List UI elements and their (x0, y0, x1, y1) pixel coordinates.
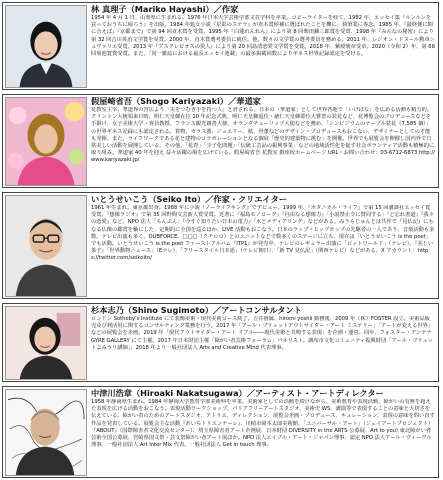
portrait-photo (5, 195, 87, 297)
person-bio: 1958 年静岡県生まれ。1984 年静岡大学教育学部美術科を卒業。美術家としての活動を続けながら、美術教育や表現活動、障がいの有無を超えた表現を広げる活動をおこなう。表現活動ワークショップ、バリアフリーアートスタジオ、美術史 WS、講演等で表現することの意味と大切さを伝えている。障がい者のためのアートスタジオ、アトリエ、ディレクション、展覧会企画・プロデュース、キュレーション、表現の意味を問い直す作品を発表している。展覧会主な活動『あいちトリエンナーレ』、川崎市岡本太郎美術館、「ユニバーサル・アート」（ジェイアートプロジェクト）『ABOUT』（国際障害者文化交流センター）、埼玉県障害者アート企画展、日本財団 DIVERSITY in the ARTS 公募展、Art to you! 東北障がい者芸術全国公募展、宮崎県国文祭・芸文祭障がい者アート展ほか。NPO 法人エイブル・アート・ジャパン理事、認定 NPO 法人アール・ヴィーヴル理事。一般社団法人 Art Inter Mix 代表。一般社団法人 Get in touch 理事。 (91, 399, 435, 449)
person-name: 林 真理子（Mariko Hayashi）／作家 (91, 4, 239, 14)
portrait-photo (5, 5, 87, 88)
profile-row-hayashi (2, 2, 439, 90)
person-name: 假屋崎省吾（Shogo Kariyazaki）／華道家 (91, 96, 261, 106)
profile-row-kariyazaki (2, 94, 439, 188)
person-name: 中津川浩章（Hiroaki Nakatsugawa）／アーティスト・アートディレクター (91, 388, 384, 398)
profile-row-sugimoto (2, 303, 439, 382)
person-bio: 花教室主宰。華道界の宮広より「美をつむぎ手を持つ人」と評される。日本の「華道家」として世界各地で「いけばな」を広める活動も精力的。クリントン大統領来日時、明仁天皇御在位 10 年記念式典、明仁天皇御退位・徳仁天皇御即位大嘗祭の装花など、花博覧会のプロデュースなどを手掛け、女子美術大学・客員教授、フランス観光親善大使、オランダチューリップ大使などを務め、「シンビジウムのテーブル装花（7,585 個）」の世界ギネス記録にも認定される。着物、ガラス器、ジュエリー、紙、骨董などのデザイン・プロデュースもおこない、デザイナーとしての才能も発揮、また、ライフワークである花と建物のコラボレーションとなる個展「歴史的建築物に挑む」を開催。世界でも展覧会を開催し国内外で日常美しい活動を展開している。その他、「花育」「少子化問題」「伝統工芸品の振興事業」などの地域活性化を促す社会ボランティア活動も積極的に取り組み。華道家 40 年を迎え 益々活躍の場を広げている。假屋崎省吾 花教室 銀座校ホームページ URL・お問い合わせ：03-6712-6873 http://www.kariyazaki.jp/ (91, 107, 435, 164)
portrait-photo (5, 97, 87, 186)
portrait-photo (5, 306, 87, 380)
person-bio: 1961 年生まれ。東京都出身。1988 年に小説『ノーライフキング』でデビュー。1999 年、『ボタニカル・ライフ』で第 15 回講談社エッセイ賞受賞。『想像ラジオ』で第 35 回野間文芸新人賞受賞。近著に『福島モノローグ』『自由なる想像力』「小説禁止令に賛同する」『ど忘れ書道』『我々の恋愛』など。NPO 法人「ちんぷん」『今すぐ知りたい日本の電力』「水とメディアリング」などがある。みうらじゅんとは共作で『見仏記』にもなる仏像の鑑賞を軸にした、定期的に全国を巡るほか、LIVE 活動もおこなう。日本のラップ・ヒップホップの先駆者の一人であり、音楽活動も多数。テレビ出演も多く、DUBFORCE、□□□（クチロロ）とのユニットなどで数多くのステージに立ち、現在は「いとうせいこう is the poet」でも活動。いとうせいこう is the poet ファーストアルバム『ITP1』が発売中、テレビのレギュラー出演に「ビットワールド」（テレビ）、『美しい茶子』「世界動物ニュース」（Eテレ）、「フリースタイル日本語」（テレビ朝日）、「新 TV 見仏記」（関西テレビ）などがある。X アカウント：https://twitter.com/seikoito/ (91, 205, 435, 262)
profile-row-nakatsugawa (2, 386, 439, 478)
person-name: 杉本志乃（Shino Sugimoto）／アートコンサルタント (91, 305, 302, 315)
profile-row-ito (2, 192, 439, 299)
person-name: いとうせいこう（Seiko Ito）／作家・クリエイター (91, 194, 287, 204)
person-bio: 1954 年 4 月 1 日、山梨県に生まれる。1976 年日本大学芸術学部文芸学科を卒業。コピーライターを経て、1982 年、エッセイ集『ルンルンを買っておうちに帰ろう』を出版。1984 年処女小説『星影のステラ』が直木賞候補に選ばれたことを機に、執筆業に専念。1985 年、『最終便に間に合えば』『京都まで』で第 94 回直木賞を受賞。1995 年『白蓮れんれん』により第 8 回柴田錬三郎賞を受賞、1998 年『みんなの秘密』により第 32 回吉川英治文学賞を受賞。2000 年、直木賞選考委員に就任。他、数々の文学賞の選考委員を務める。2011 年、レジオン・ドヌール勲章シュヴァリエ受賞。2013 年『アスクレピオスの愛人』により第 20 回島清恋愛文学賞を受賞。2018 年、紫綬褒章受章。2020（令和 2）年、第 68 回菊池寛賞受賞。また、「同一雑誌における最長エッセイ連載」の最多掲載回数によりギネス世界記録認定を受ける。 (91, 15, 435, 58)
portrait-photo (5, 389, 87, 476)
person-bio: ロンドン Sotheby's Institute にて装飾美術・現代美術コース終了。吉井画廊、hiromi yoshii 勤務後、2009 年（株）FOSTER 設立。美術品販売及び利活用に関するコンサルティング業務を行う。2017 年「アール・ブリュットアウトサイダー・アート ミステリー」「アートが変える世界」などの展覧会を企画。2019 年「現代アウトサイダー・アート リアル――現代美術と共鳴する表現」を企画・運営。同年、フォスター・アンテナ GYRE GALLERY にて主催。2017 年日本財団主催「障がい者芸術フォーラム」パネリスト。調布市文化コミュニティ振興財団「アール・ブリュットよみうり講師」。2018 年より一般社団法人 Arts and Creative Mind 代表理事。 (91, 316, 434, 351)
